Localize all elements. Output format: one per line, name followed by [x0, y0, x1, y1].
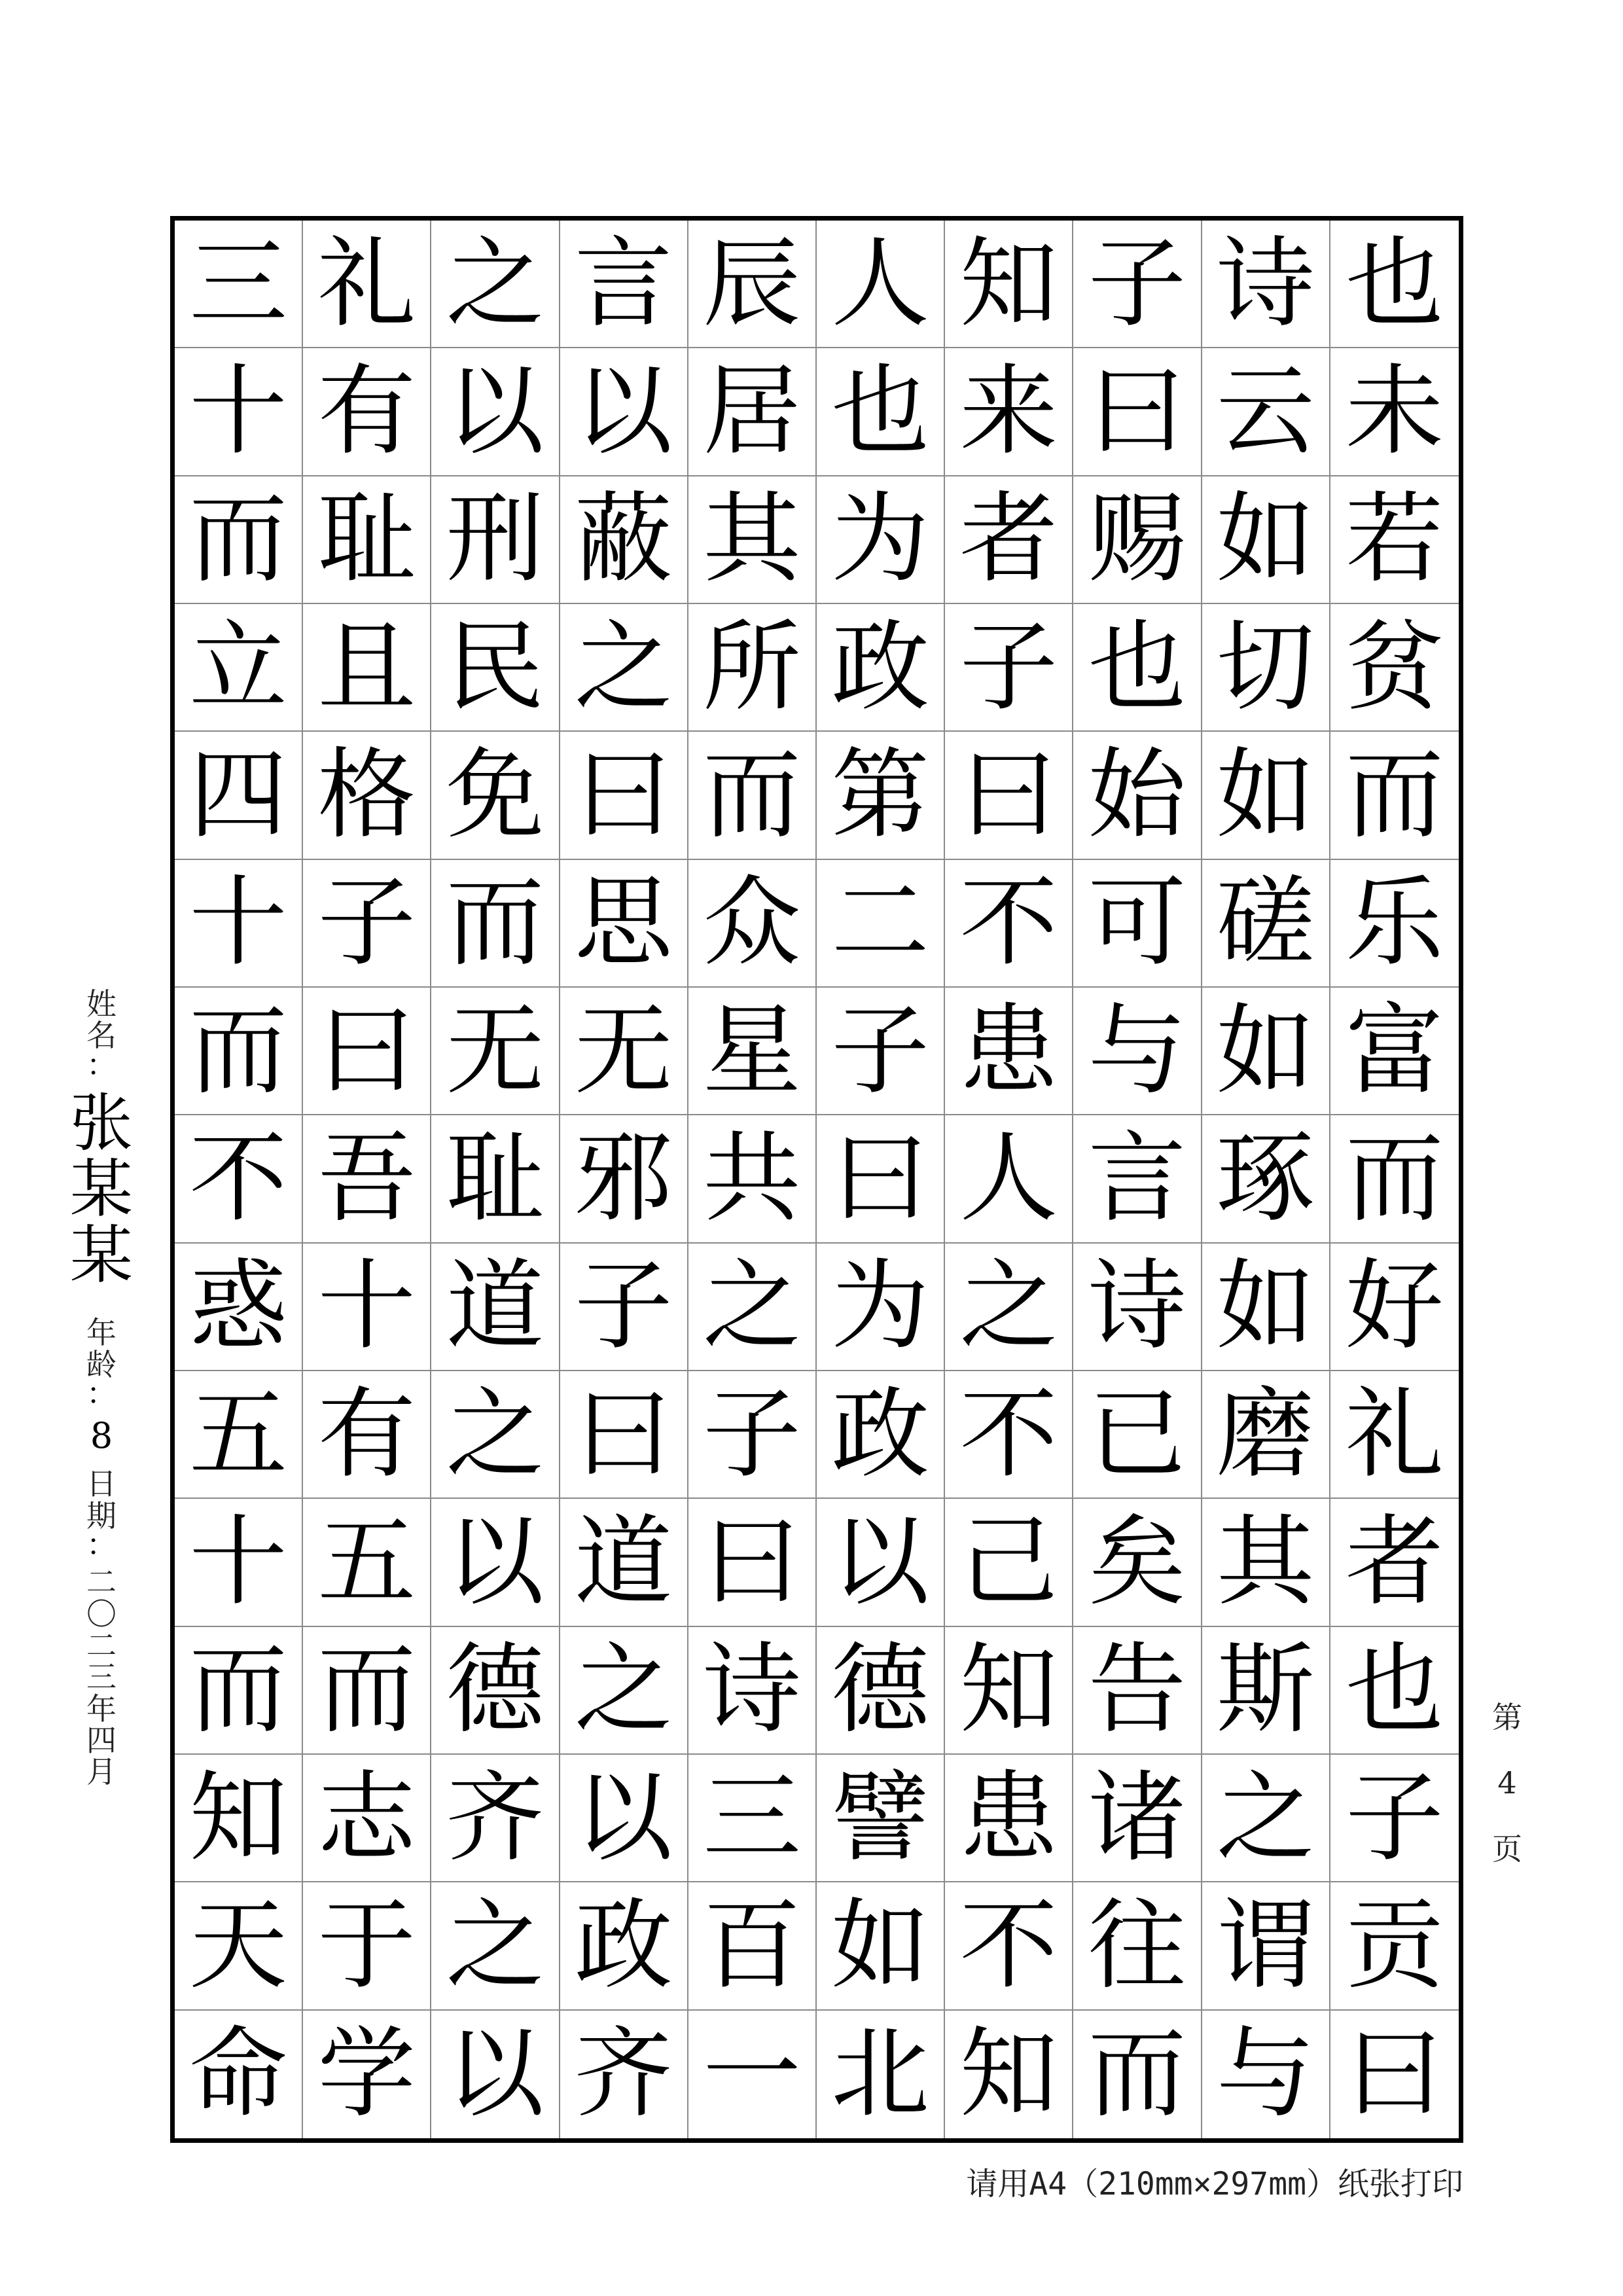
grid-cell: 与 — [1202, 2011, 1330, 2138]
grid-cell: 四 — [175, 732, 303, 859]
grid-cell: 二 — [817, 860, 945, 988]
grid-cell: 共 — [688, 1115, 817, 1243]
grid-cell: 之 — [431, 221, 560, 348]
grid-cell: 磋 — [1202, 860, 1330, 988]
grid-cell: 人 — [945, 1115, 1073, 1243]
character-grid — [170, 216, 1463, 2143]
grid-cell: 富 — [1330, 988, 1459, 1115]
grid-cell: 一 — [688, 2011, 817, 2138]
grid-cell: 而 — [1073, 2011, 1202, 2138]
grid-cell: 之 — [560, 604, 688, 732]
grid-cell: 言 — [1073, 1115, 1202, 1243]
grid-cell: 五 — [303, 1499, 431, 1626]
grid-cell: 五 — [175, 1371, 303, 1499]
grid-cell: 也 — [1330, 1627, 1459, 1755]
grid-cell: 己 — [945, 1499, 1073, 1626]
grid-cell: 之 — [431, 1882, 560, 2010]
grid-cell: 无 — [431, 988, 560, 1115]
grid-cell: 譬 — [817, 1755, 945, 1882]
grid-cell: 磨 — [1202, 1371, 1330, 1499]
grid-cell: 诗 — [1202, 221, 1330, 348]
grid-cell: 诗 — [688, 1627, 817, 1755]
grid-cell: 十 — [175, 348, 303, 476]
grid-cell: 已 — [1073, 1371, 1202, 1499]
grid-cell: 始 — [1073, 732, 1202, 859]
grid-cell: 也 — [1073, 604, 1202, 732]
name-colon: ： — [86, 1047, 116, 1083]
grid-cell: 以 — [431, 348, 560, 476]
grid-cell: 子 — [1073, 221, 1202, 348]
grid-cell: 而 — [175, 988, 303, 1115]
grid-cell: 辰 — [688, 221, 817, 348]
grid-cell: 而 — [1330, 1115, 1459, 1243]
grid-cell: 贡 — [1330, 1882, 1459, 2010]
grid-cell: 诸 — [1073, 1755, 1202, 1882]
grid-cell: 其 — [1202, 1499, 1330, 1626]
grid-cell: 为 — [817, 1244, 945, 1371]
grid-cell: 曰 — [560, 1371, 688, 1499]
grid-cell: 子 — [945, 604, 1073, 732]
grid-cell: 若 — [1330, 476, 1459, 604]
grid-cell: 人 — [817, 221, 945, 348]
grid-cell: 有 — [303, 1371, 431, 1499]
grid-cell: 未 — [1330, 348, 1459, 476]
grid-cell: 耻 — [303, 476, 431, 604]
grid-cell: 而 — [688, 732, 817, 859]
grid-cell: 子 — [1330, 1755, 1459, 1882]
grid-cell: 十 — [175, 860, 303, 988]
grid-cell: 思 — [560, 860, 688, 988]
grid-cell: 为 — [817, 476, 945, 604]
grid-cell: 立 — [175, 604, 303, 732]
grid-cell: 不 — [945, 1371, 1073, 1499]
grid-cell: 矣 — [1073, 1499, 1202, 1626]
grid-cell: 学 — [303, 2011, 431, 2138]
grid-cell: 而 — [1330, 732, 1459, 859]
grid-cell: 之 — [1202, 1755, 1330, 1882]
grid-cell: 耻 — [431, 1115, 560, 1243]
grid-cell: 齐 — [560, 2011, 688, 2138]
grid-cell: 曰 — [560, 732, 688, 859]
grid-cell: 之 — [560, 1627, 688, 1755]
grid-cell: 道 — [431, 1244, 560, 1371]
grid-cell: 齐 — [431, 1755, 560, 1882]
grid-cell: 子 — [303, 860, 431, 988]
grid-cell: 天 — [175, 1882, 303, 2010]
grid-cell: 诗 — [1073, 1244, 1202, 1371]
age-label: 年 龄 — [86, 1315, 116, 1382]
grid-cell: 而 — [175, 476, 303, 604]
grid-cell: 无 — [560, 988, 688, 1115]
grid-cell: 礼 — [1330, 1371, 1459, 1499]
grid-cell: 可 — [1073, 860, 1202, 988]
age-value: 8 — [90, 1415, 113, 1457]
grid-cell: 蔽 — [560, 476, 688, 604]
grid-cell: 子 — [817, 988, 945, 1115]
grid-cell: 而 — [431, 860, 560, 988]
grid-cell: 之 — [945, 1244, 1073, 1371]
grid-cell: 曰 — [945, 732, 1073, 859]
grid-cell: 免 — [431, 732, 560, 859]
name-label: 姓 名 — [86, 986, 116, 1054]
grid-cell: 云 — [1202, 348, 1330, 476]
grid-cell: 所 — [688, 604, 817, 732]
grid-cell: 政 — [560, 1882, 688, 2010]
grid-cell: 曰 — [817, 1115, 945, 1243]
page-suffix: 页 — [1492, 1831, 1522, 1867]
page-number: 4 — [1497, 1765, 1517, 1801]
grid-cell: 以 — [560, 348, 688, 476]
grid-cell: 者 — [945, 476, 1073, 604]
grid-cell: 患 — [945, 988, 1073, 1115]
date-value: 二 〇 二 三 年 四 月 — [86, 1564, 116, 1790]
grid-cell: 惑 — [175, 1244, 303, 1371]
grid-cell: 患 — [945, 1755, 1073, 1882]
grid-cell: 众 — [688, 860, 817, 988]
grid-cell: 三 — [175, 221, 303, 348]
grid-cell: 不 — [175, 1115, 303, 1243]
grid-cell: 刑 — [431, 476, 560, 604]
grid-cell: 曰 — [303, 988, 431, 1115]
grid-cell: 子 — [560, 1244, 688, 1371]
grid-cell: 言 — [560, 221, 688, 348]
grid-cell: 如 — [1202, 732, 1330, 859]
date-colon: ： — [86, 1526, 116, 1562]
grid-cell: 志 — [303, 1755, 431, 1882]
grid-cell: 者 — [1330, 1499, 1459, 1626]
grid-cell: 道 — [560, 1499, 688, 1626]
grid-cell: 以 — [817, 1499, 945, 1626]
grid-cell: 德 — [431, 1627, 560, 1755]
grid-cell: 命 — [175, 2011, 303, 2138]
grid-cell: 且 — [303, 604, 431, 732]
grid-cell: 第 — [817, 732, 945, 859]
age-colon: ： — [86, 1375, 116, 1411]
grid-cell: 子 — [688, 1371, 817, 1499]
date-label: 日 期 — [86, 1466, 116, 1534]
grid-cell: 政 — [817, 1371, 945, 1499]
grid-cell: 以 — [431, 1499, 560, 1626]
grid-cell: 北 — [817, 2011, 945, 2138]
grid-cell: 不 — [945, 860, 1073, 988]
name-value: 张 某 某 — [70, 1086, 133, 1292]
grid-cell: 也 — [1330, 221, 1459, 348]
grid-cell: 三 — [688, 1755, 817, 1882]
grid-cell: 曰 — [688, 1499, 817, 1626]
grid-cell: 吾 — [303, 1115, 431, 1243]
grid-cell: 如 — [817, 1882, 945, 2010]
grid-cell: 如 — [1202, 988, 1330, 1115]
grid-cell: 谓 — [1202, 1882, 1330, 2010]
grid-cell: 赐 — [1073, 476, 1202, 604]
grid-cell: 之 — [431, 1371, 560, 1499]
grid-cell: 以 — [560, 1755, 688, 1882]
page-number-label — [1478, 1702, 1537, 1899]
grid-cell: 知 — [945, 2011, 1073, 2138]
print-instruction: 请用A4（210mm×297mm）纸张打印 — [966, 2166, 1463, 2202]
grid-cell: 斯 — [1202, 1627, 1330, 1755]
grid-cell: 往 — [1073, 1882, 1202, 2010]
grid-cell: 而 — [303, 1627, 431, 1755]
grid-cell: 贫 — [1330, 604, 1459, 732]
grid-cell: 礼 — [303, 221, 431, 348]
grid-cell: 十 — [303, 1244, 431, 1371]
grid-cell: 之 — [688, 1244, 817, 1371]
grid-cell: 曰 — [1073, 348, 1202, 476]
grid-cell: 也 — [817, 348, 945, 476]
grid-cell: 告 — [1073, 1627, 1202, 1755]
student-info — [70, 986, 133, 1790]
grid-cell: 居 — [688, 348, 817, 476]
grid-cell: 曰 — [1345, 2017, 1444, 2132]
grid-cell: 有 — [303, 348, 431, 476]
grid-cell: 格 — [303, 732, 431, 859]
grid-cell: 乐 — [1330, 860, 1459, 988]
grid-cell: 民 — [431, 604, 560, 732]
grid-cell: 如 — [1202, 1244, 1330, 1371]
grid-cell: 十 — [175, 1499, 303, 1626]
grid-cell: 如 — [1202, 476, 1330, 604]
grid-cell: 邪 — [560, 1115, 688, 1243]
grid-cell: 政 — [817, 604, 945, 732]
grid-cell: 百 — [688, 1882, 817, 2010]
grid-cell: 琢 — [1202, 1115, 1330, 1243]
grid-cell: 其 — [688, 476, 817, 604]
grid-cell: 于 — [303, 1882, 431, 2010]
grid-cell: 德 — [817, 1627, 945, 1755]
grid-cell: 以 — [431, 2011, 560, 2138]
grid-cell: 来 — [945, 348, 1073, 476]
grid-cell: 切 — [1202, 604, 1330, 732]
grid-cell: 知 — [945, 1627, 1073, 1755]
grid-cell: 知 — [945, 221, 1073, 348]
grid-cell: 不 — [945, 1882, 1073, 2010]
grid-cell: 好 — [1330, 1244, 1459, 1371]
grid-cell: 与 — [1073, 988, 1202, 1115]
grid-cell: 星 — [688, 988, 817, 1115]
grid-cell: 知 — [175, 1755, 303, 1882]
page-prefix: 第 — [1492, 1700, 1522, 1735]
grid-cell: 而 — [175, 1627, 303, 1755]
